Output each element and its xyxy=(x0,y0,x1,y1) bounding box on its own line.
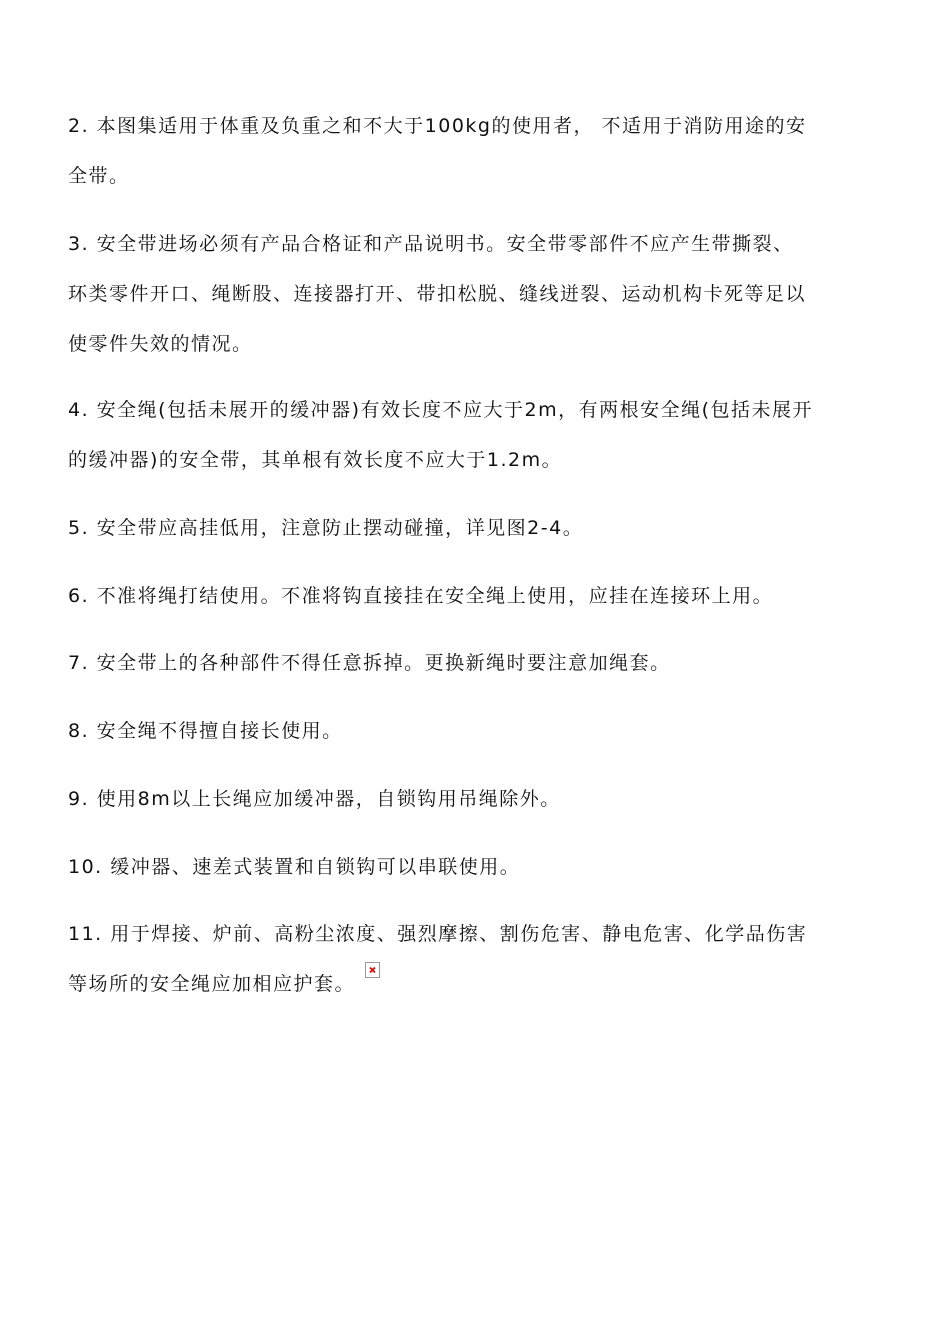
clause-8 xyxy=(68,706,883,756)
clause-line: 的缓冲器)的安全带，其单根有效长度不应大于1.2m。 xyxy=(68,449,563,471)
clause-9 xyxy=(68,774,883,824)
broken-image-icon xyxy=(365,962,380,978)
clause-line-text: 等场所的安全绳应加相应护套。 xyxy=(68,973,356,995)
clause-line: 5. 安全带应高挂低用，注意防止摆动碰撞，详见图2-4。 xyxy=(68,517,584,539)
clause-line: 3. 安全带进场必须有产品合格证和产品说明书。安全带零部件不应产生带撕裂、 xyxy=(68,233,794,255)
clause-4 xyxy=(68,385,883,485)
clause-2 xyxy=(68,101,883,201)
clause-line: 10. 缓冲器、速差式装置和自锁钩可以串联使用。 xyxy=(68,856,521,878)
clause-11 xyxy=(68,909,883,1009)
clause-5 xyxy=(68,503,883,553)
clause-line: 11. 用于焊接、炉前、高粉尘浓度、强烈摩擦、割伤危害、静电危害、化学品伤害 xyxy=(68,923,808,945)
clause-line: 环类零件开口、绳断股、连接器打开、带扣松脱、缝线迸裂、运动机构卡死等足以 xyxy=(68,283,807,305)
clause-line: 使零件失效的情况。 xyxy=(68,333,253,355)
clause-line xyxy=(68,959,883,1009)
clause-6 xyxy=(68,571,883,621)
clause-3 xyxy=(68,219,883,369)
clause-line: 全带。 xyxy=(68,165,130,187)
clause-line: 6. 不准将绳打结使用。不准将钩直接挂在安全绳上使用，应挂在连接环上用。 xyxy=(68,585,774,607)
clause-10 xyxy=(68,842,883,892)
clause-line: 7. 安全带上的各种部件不得任意拆掉。更换新绳时要注意加绳套。 xyxy=(68,652,671,674)
clause-line: 2. 本图集适用于体重及负重之和不大于100kg的使用者， 不适用于消防用途的安 xyxy=(68,115,807,137)
clause-line: 4. 安全绳(包括未展开的缓冲器)有效长度不应大于2m，有两根安全绳(包括未展开 xyxy=(68,399,814,421)
clause-line: 9. 使用8m以上长绳应加缓冲器，自锁钩用吊绳除外。 xyxy=(68,788,561,810)
clause-line: 8. 安全绳不得擅自接长使用。 xyxy=(68,720,343,742)
clause-7 xyxy=(68,638,883,688)
